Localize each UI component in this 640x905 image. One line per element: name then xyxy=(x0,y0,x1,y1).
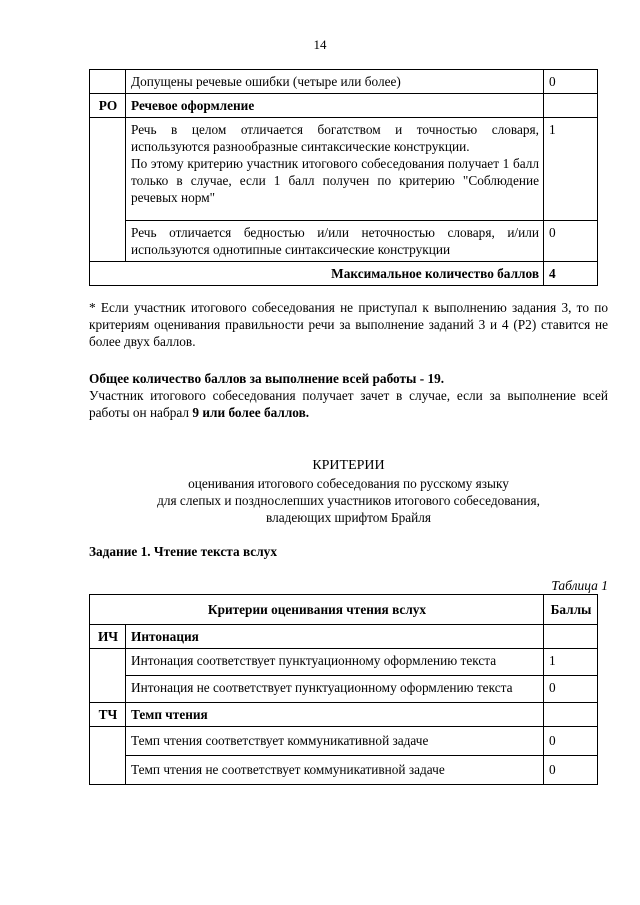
table-row xyxy=(90,70,598,94)
criterion-code: РО xyxy=(90,94,126,118)
table-row xyxy=(90,703,598,727)
speech-criteria-table xyxy=(89,69,598,286)
pass-condition-text: Участник итогового собеседования получает зачет в случае, если за выполнение всей работы он набрал xyxy=(89,388,608,420)
reading-criteria-table xyxy=(89,594,598,785)
score-cell-empty xyxy=(544,94,598,118)
criteria-subtitle-line: для слепых и позднослепших участников итогового собеседования, xyxy=(157,493,540,508)
score-cell-empty xyxy=(544,703,598,727)
pass-threshold: 9 или более баллов. xyxy=(192,405,310,420)
criteria-subtitle-line: оценивания итогового собеседования по русскому языку xyxy=(188,476,509,491)
score-cell-empty xyxy=(544,625,598,649)
criteria-title: КРИТЕРИИ xyxy=(312,458,385,473)
table-row xyxy=(90,221,598,262)
score-cell: 0 xyxy=(544,221,598,262)
criterion-text xyxy=(126,118,544,221)
code-cell-empty xyxy=(90,649,126,703)
criterion-text: Речь отличается бедностью и/или неточностью словаря, и/или используются однотипные синтаксические конструкции xyxy=(126,221,544,262)
criterion-text: Интонация соответствует пунктуационному оформлению текста xyxy=(126,649,544,676)
criteria-heading xyxy=(89,457,608,526)
table-row-total xyxy=(90,262,598,286)
criterion-text: Допущены речевые ошибки (четыре или более) xyxy=(126,70,544,94)
score-cell: 0 xyxy=(544,727,598,756)
table-row xyxy=(90,649,598,676)
score-cell: 0 xyxy=(544,70,598,94)
score-cell: 1 xyxy=(544,649,598,676)
header-criteria: Критерии оценивания чтения вслух xyxy=(90,595,544,625)
code-cell-empty xyxy=(90,118,126,262)
criterion-text: Темп чтения соответствует коммуникативной задаче xyxy=(126,727,544,756)
criterion-title: Интонация xyxy=(126,625,544,649)
score-cell: 1 xyxy=(544,118,598,221)
table-row xyxy=(90,625,598,649)
criterion-text: Темп чтения не соответствует коммуникативной задаче xyxy=(126,756,544,785)
task-heading: Задание 1. Чтение текста вслух xyxy=(89,544,277,559)
criterion-text-line: По этому критерию участник итогового собеседования получает 1 балл только в случае, если 1 балл получен по критерию "Соблюдение речевых норм" xyxy=(131,156,539,205)
table-row xyxy=(90,727,598,756)
page-number: 14 xyxy=(313,37,327,52)
max-score-value: 4 xyxy=(544,262,598,286)
score-cell: 0 xyxy=(544,756,598,785)
total-score-block xyxy=(89,370,608,421)
criterion-text-line: Речь в целом отличается богатством и точностью словаря, используются разнообразные синтаксические конструкции. xyxy=(131,122,539,154)
code-cell-empty xyxy=(90,70,126,94)
total-score-heading: Общее количество баллов за выполнение всей работы - 19. xyxy=(89,371,445,386)
table-header-row xyxy=(90,595,598,625)
criterion-code: ИЧ xyxy=(90,625,126,649)
score-cell: 0 xyxy=(544,676,598,703)
criterion-title: Темп чтения xyxy=(126,703,544,727)
table-row xyxy=(90,676,598,703)
code-cell-empty xyxy=(90,727,126,785)
table-row xyxy=(90,118,598,221)
table-row xyxy=(90,756,598,785)
criteria-subtitle-line: владеющих шрифтом Брайля xyxy=(265,510,431,525)
max-score-label: Максимальное количество баллов xyxy=(90,262,544,286)
criterion-code: ТЧ xyxy=(90,703,126,727)
criterion-text: Интонация не соответствует пунктуационному оформлению текста xyxy=(126,676,544,703)
criterion-title: Речевое оформление xyxy=(126,94,544,118)
table-row xyxy=(90,94,598,118)
table-caption: Таблица 1 xyxy=(551,578,608,593)
footnote: * Если участник итогового собеседования не приступал к выполнению задания 3, то по критериям оценивания правильности речи за выполнение заданий 3 и 4 (Р2) ставится не более двух баллов. xyxy=(89,300,608,349)
header-score: Баллы xyxy=(544,595,598,625)
